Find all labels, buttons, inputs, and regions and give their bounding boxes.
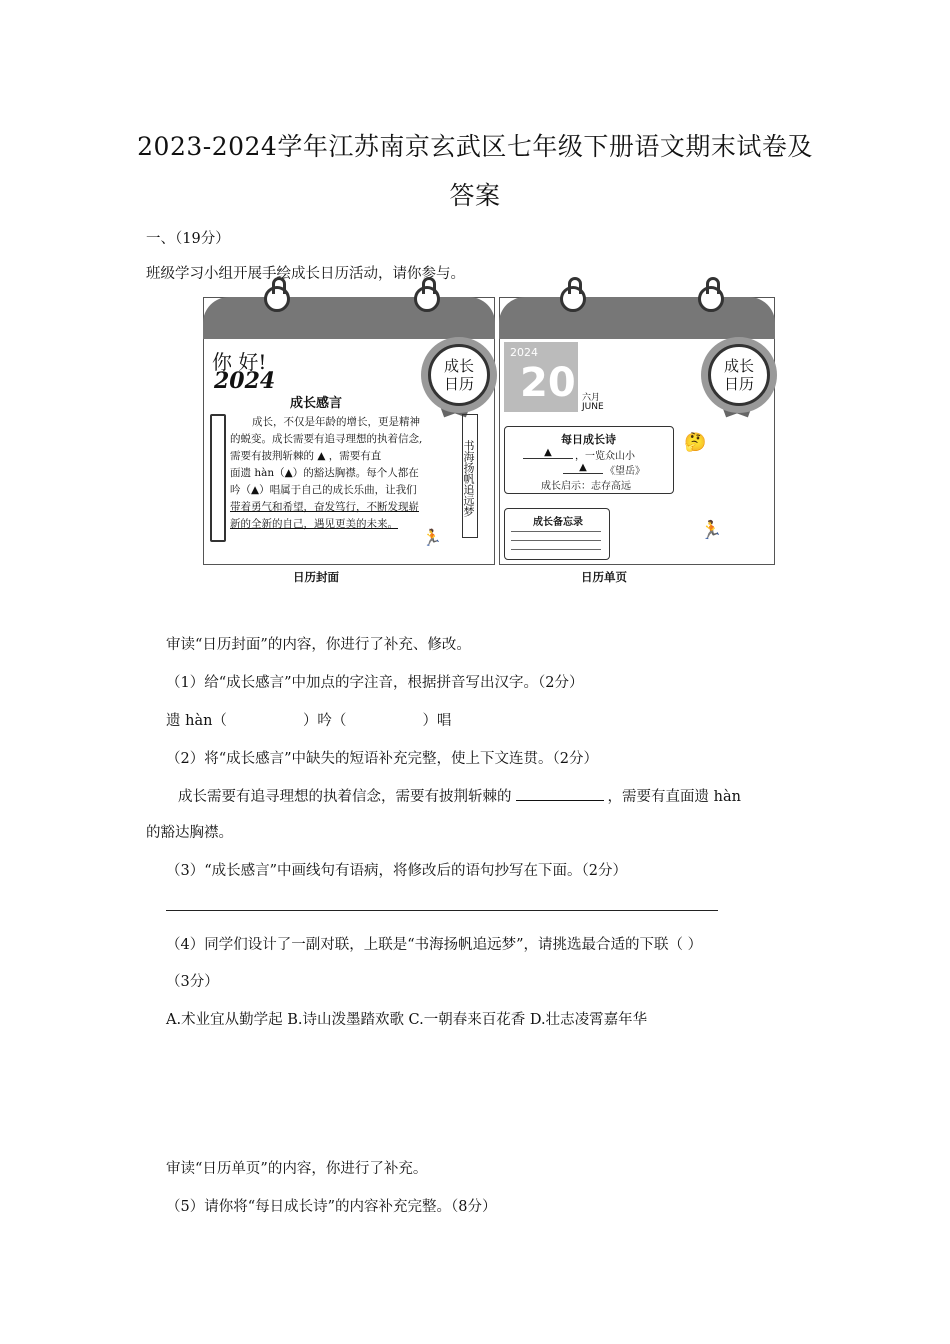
- essay-text: 成长，不仅是年龄的增长，更是精神 的蜕变。成长需要有追寻理想的执着信念, 需要有披荆斩棘的 ▲ ，需要有直 面遗 hàn（▲）的豁达胸襟。每个人都在 吟（▲）唱属于自己的成长乐曲，让我们 带着勇气和希望，奋发笃行，不断发现崭 新的全新的自己，遇见更美的未来。: [230, 416, 423, 530]
- review-page: 审读“日历单页”的内容，你进行了补充。: [166, 1161, 428, 1177]
- left-border-bar: [210, 414, 226, 542]
- thinking-kid-icon: 🤔: [684, 432, 707, 453]
- document-title-line2: 答案: [449, 181, 501, 210]
- memo-line: [511, 540, 601, 541]
- intro-text: 班级学习小组开展手绘成长日历活动，请你参与。: [146, 266, 465, 282]
- cover-greeting: 你 好!: [212, 350, 267, 374]
- cover-badge: 成长日历: [428, 344, 490, 406]
- document-title-line1: 2023-2024学年江苏南京玄武区七年级下册语文期末试卷及: [137, 132, 813, 161]
- memo-line: [511, 531, 601, 532]
- binder-ring-icon: [698, 286, 724, 312]
- question-4-score: （3分）: [166, 974, 219, 990]
- calendar-cover: [203, 297, 495, 565]
- calendar-page-header: [499, 297, 775, 339]
- memo-title: 成长备忘录: [533, 517, 583, 528]
- question-3: （3）“成长感言”中画线句有语病，将修改后的语句抄写在下面。（2分）: [166, 863, 628, 879]
- section-header: 一、（19分）: [146, 231, 230, 247]
- poem-hint: 成长启示：志存高远: [541, 481, 631, 492]
- q3-answer-line[interactable]: [166, 910, 718, 911]
- cover-year: 2024: [214, 368, 276, 394]
- question-5: （5）请你将“每日成长诗”的内容补充完整。（8分）: [166, 1199, 497, 1215]
- memo-line: [511, 549, 601, 550]
- page-year: 2024: [510, 346, 538, 359]
- q2-blank[interactable]: [516, 787, 604, 801]
- poem-blank-1: ▲: [523, 447, 573, 459]
- poem-line-2: 《望岳》: [605, 466, 645, 477]
- review-cover: 审读“日历封面”的内容，你进行了补充、修改。: [166, 637, 471, 653]
- essay-title: 成长感言: [290, 396, 343, 411]
- binder-ring-icon: [414, 286, 440, 312]
- q1-answer-line: 遗 hàn（ ）吟（ ）唱: [166, 713, 452, 729]
- calendar-page: [499, 297, 775, 565]
- climbing-kid-icon: 🏃: [700, 520, 723, 541]
- calendar-cover-header: [203, 297, 495, 339]
- question-4-options: A.术业宜从勤学起 B.诗山泼墨踏欢歌 C.一朝春来百花香 D.壮志凌霄嘉年华: [166, 1012, 648, 1028]
- poem-blank-2: ▲: [563, 462, 603, 474]
- question-2: （2）将“成长感言”中缺失的短语补充完整，使上下文连贯。（2分）: [166, 751, 599, 767]
- page-day: 20: [520, 360, 576, 406]
- running-kid-icon: 🏃: [422, 528, 442, 547]
- page-month-cn: 六月: [582, 393, 601, 403]
- binder-ring-icon: [560, 286, 586, 312]
- couplet-scroll: 书海扬帆追远梦: [462, 414, 478, 538]
- question-1: （1）给“成长感言”中加点的字注音，根据拼音写出汉字。（2分）: [166, 675, 584, 691]
- question-4: （4）同学们设计了一副对联，上联是“书海扬帆追远梦”，请挑选最合适的下联（ ）: [166, 937, 703, 953]
- page-month-en: JUNE: [582, 402, 604, 412]
- cover-caption: 日历封面: [293, 570, 339, 584]
- q2-sentence: 成长需要有追寻理想的执着信念，需要有披荆斩棘的 ，需要有直面遗 hàn: [178, 789, 741, 805]
- binder-ring-icon: [264, 286, 290, 312]
- memo-box: [504, 508, 610, 560]
- page-caption: 日历单页: [581, 570, 627, 584]
- q2-sentence-end: 的豁达胸襟。: [146, 825, 233, 841]
- page-badge: 成长日历: [708, 344, 770, 406]
- poem-line-1: ，一览众山小: [575, 451, 635, 462]
- poem-box: [504, 426, 674, 494]
- poem-title: 每日成长诗: [561, 433, 616, 446]
